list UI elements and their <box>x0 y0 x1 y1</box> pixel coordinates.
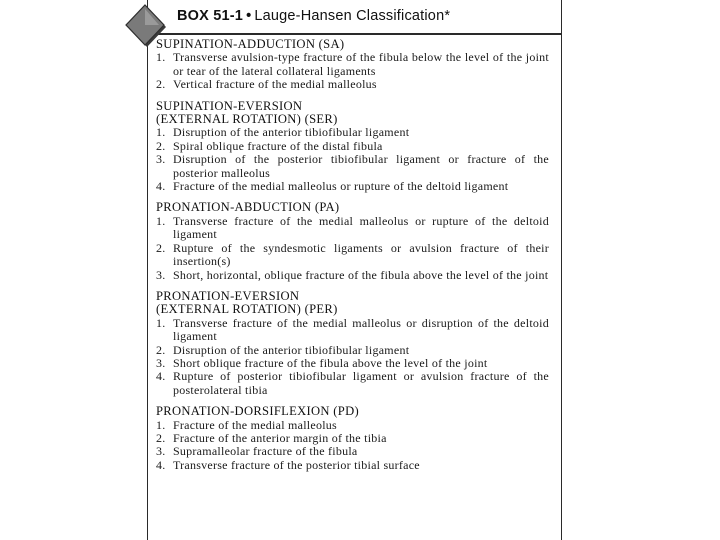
item-text: Transverse fracture of the posterior tibial surface <box>173 457 420 472</box>
list-item <box>156 269 549 282</box>
section-title <box>156 405 549 418</box>
list-item <box>156 78 549 91</box>
item-text: Disruption of the anterior tibiofibular ligament <box>173 342 410 357</box>
box-title <box>177 8 450 24</box>
section-title <box>156 100 549 127</box>
item-text: Vertical fracture of the medial malleolus <box>173 77 377 92</box>
section-title-line: SUPINATION-ADDUCTION (SA) <box>156 37 345 51</box>
header-rule <box>148 33 561 35</box>
item-text: Transverse fracture of the medial malleolus or disruption of the deltoid ligament <box>173 315 549 344</box>
item-text: Rupture of posterior tibiofibular ligament or avulsion fracture of the posterolateral tibia <box>173 369 549 397</box>
section-title-line: SUPINATION-EVERSION <box>156 98 303 113</box>
box-title-text: Lauge-Hansen Classification* <box>254 8 451 24</box>
section-pronation-dorsiflexion <box>156 405 549 472</box>
item-text: Fracture of the anterior margin of the tibia <box>173 430 387 445</box>
item-number: 2. <box>156 342 166 357</box>
section-title-line: (EXTERNAL ROTATION) (PER) <box>156 302 338 317</box>
list-item <box>156 445 549 458</box>
item-text: Transverse fracture of the medial malleolus or rupture of the deltoid ligament <box>173 213 549 242</box>
item-number: 3. <box>156 355 166 370</box>
section-title-line: (EXTERNAL ROTATION) (SER) <box>156 112 338 127</box>
item-number: 4. <box>156 179 166 194</box>
section-title <box>156 201 549 214</box>
section-supination-adduction <box>156 38 549 92</box>
item-text: Transverse avulsion-type fracture of the fibula below the level of the joint or tear of the lateral collateral ligaments <box>173 50 549 78</box>
list-item <box>156 419 549 432</box>
list-item <box>156 215 549 242</box>
item-text: Fracture of the medial malleolus or rupture of the deltoid ligament <box>173 179 509 194</box>
item-number: 2. <box>156 430 166 445</box>
list-item <box>156 459 549 472</box>
list-item <box>156 180 549 193</box>
section-title-line: PRONATION-DORSIFLEXION (PD) <box>156 404 359 419</box>
item-text: Fracture of the medial malleolus <box>173 417 337 432</box>
list-item <box>156 126 549 139</box>
section-title <box>156 38 549 51</box>
box-content <box>156 38 549 480</box>
box-number: BOX 51-1 <box>177 8 244 24</box>
list-item <box>156 242 549 269</box>
item-number: 1. <box>156 213 166 228</box>
item-text: Disruption of the anterior tibiofibular ligament <box>173 125 410 140</box>
item-number: 2. <box>156 77 166 92</box>
item-number: 1. <box>156 417 166 432</box>
item-number: 3. <box>156 267 166 282</box>
section-pronation-abduction <box>156 201 549 281</box>
item-number: 4. <box>156 457 166 472</box>
gray-diamond-icon <box>124 4 168 48</box>
item-text: Disruption of the posterior tibiofibular ligament or fracture of the posterior malleolus <box>173 152 549 180</box>
item-text: Supramalleolar fracture of the fibula <box>173 444 358 459</box>
gray-diamond-svg <box>124 4 168 48</box>
item-text: Short, horizontal, oblique fracture of the fibula above the level of the joint <box>173 267 549 282</box>
list-item <box>156 317 549 344</box>
item-number: 1. <box>156 50 166 65</box>
item-number: 1. <box>156 315 166 330</box>
classification-box <box>147 0 562 540</box>
section-supination-eversion <box>156 100 549 194</box>
list-item <box>156 140 549 153</box>
item-text: Short oblique fracture of the fibula above the level of the joint <box>173 355 488 370</box>
box-header <box>148 0 561 34</box>
section-pronation-eversion <box>156 290 549 397</box>
section-title <box>156 290 549 317</box>
list-item <box>156 153 549 180</box>
section-title-line: PRONATION-ABDUCTION (PA) <box>156 200 340 215</box>
list-item <box>156 51 549 78</box>
list-item <box>156 344 549 357</box>
item-number: 4. <box>156 369 166 384</box>
item-text: Spiral oblique fracture of the distal fibula <box>173 138 383 153</box>
list-item <box>156 432 549 445</box>
item-number: 2. <box>156 240 166 255</box>
list-item <box>156 357 549 370</box>
section-title-line: PRONATION-EVERSION <box>156 288 300 303</box>
item-text: Rupture of the syndesmotic ligaments or avulsion fracture of their insertion(s) <box>173 240 549 269</box>
title-separator: • <box>246 8 252 24</box>
list-item <box>156 370 549 397</box>
item-number: 3. <box>156 444 166 459</box>
item-number: 1. <box>156 125 166 140</box>
item-number: 3. <box>156 152 166 167</box>
item-number: 2. <box>156 138 166 153</box>
